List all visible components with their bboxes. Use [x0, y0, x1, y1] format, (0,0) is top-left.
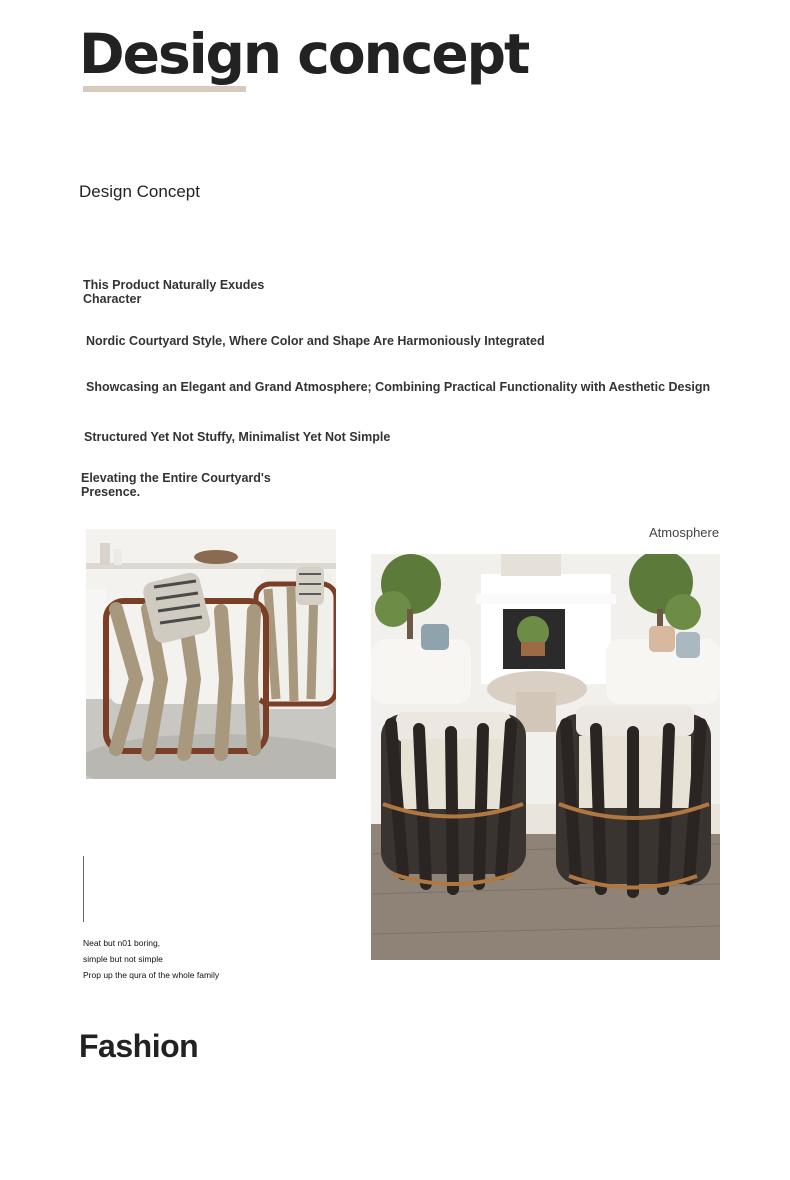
rope-armchair-photo [86, 529, 336, 779]
right-chair [556, 706, 711, 892]
page-title: Design concept [79, 22, 529, 86]
concept-line-5: Elevating the Entire Courtyard's Presence. [81, 471, 271, 499]
tagline-line-2: simple but not simple [83, 954, 163, 964]
left-chair [381, 712, 526, 889]
living-room-illustration [371, 554, 720, 960]
concept-line-4: Structured Yet Not Stuffy, Minimalist Yet Not Simple [84, 430, 391, 444]
fashion-heading: Fashion [79, 1028, 199, 1064]
concept-line-1: This Product Naturally Exudes Character [83, 278, 265, 306]
title-underline [83, 86, 246, 92]
rope-armchair-illustration [86, 529, 336, 779]
tagline-line-1: Neat but n01 boring, [83, 938, 161, 948]
concept-line-3: Showcasing an Elegant and Grand Atmosphere; Combining Practical Functionality with Aesthetic Design [86, 380, 711, 394]
concept-line-2: Nordic Courtyard Style, Where Color and Shape Are Harmoniously Integrated [86, 334, 545, 348]
section-heading: Design Concept [79, 182, 200, 201]
divider-line [83, 856, 84, 922]
tagline-line-3: Prop up the qura of the whole family [83, 970, 220, 980]
living-room-chairs-photo [371, 554, 720, 960]
atmosphere-label: Atmosphere [649, 525, 720, 540]
